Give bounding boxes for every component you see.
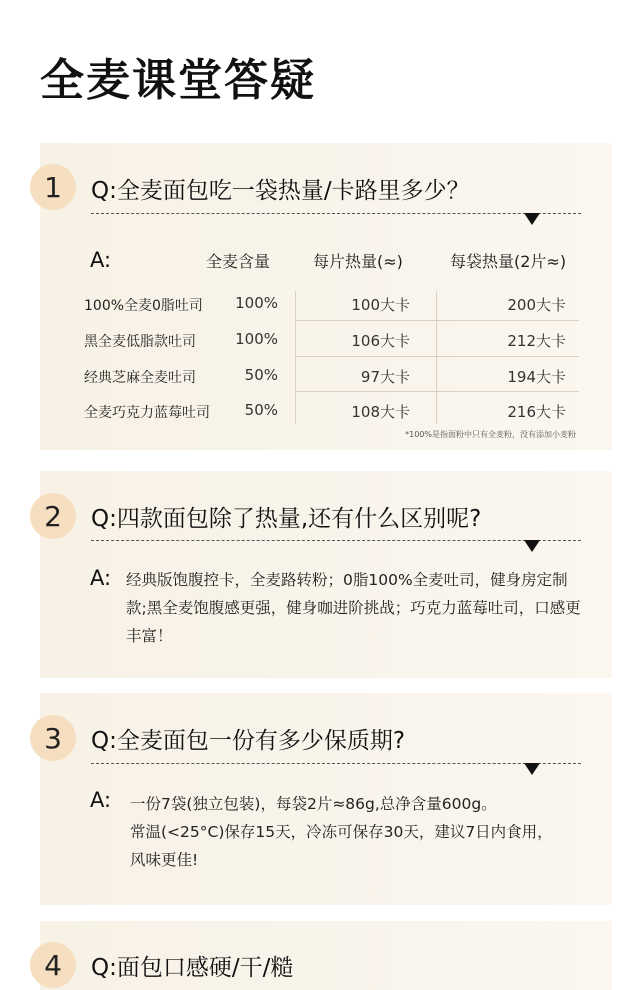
table-divider-horizontal bbox=[295, 391, 579, 392]
answer-text: 经典版饱腹控卡，全麦路转粉；0脂100%全麦吐司，健身房定制款;黑全麦饱腹感更强，健身咖进阶挑战；巧克力蓝莓吐司，口感更丰富！ bbox=[126, 571, 581, 645]
dashed-divider bbox=[91, 213, 581, 214]
table-cell-product: 黑全麦低脂款吐司 bbox=[84, 334, 196, 350]
table-divider-horizontal bbox=[295, 320, 579, 321]
answer-label: A: bbox=[90, 248, 112, 272]
table-cell-product: 100%全麦0脂吐司 bbox=[84, 298, 203, 314]
triangle-down-icon bbox=[524, 763, 540, 775]
table-cell-per-bag: 216大卡 bbox=[507, 403, 566, 421]
answer-label: A: bbox=[90, 788, 112, 812]
answer-line: 常温(<25°C)保存15天，冷冻可保存30天，建议7日内食用， bbox=[130, 823, 553, 841]
page-title: 全麦课堂答疑 bbox=[40, 55, 316, 106]
question-text: Q:面包口感硬/干/糙 bbox=[91, 955, 294, 981]
table-cell-pct: 50% bbox=[244, 401, 278, 419]
question-number-badge: 3 bbox=[30, 715, 76, 761]
table-cell-per-slice: 108大卡 bbox=[351, 403, 410, 421]
table-cell-per-bag: 194大卡 bbox=[507, 368, 566, 386]
table-cell-product: 经典芝麻全麦吐司 bbox=[84, 370, 196, 386]
question-number-badge: 2 bbox=[30, 493, 76, 539]
triangle-down-icon bbox=[524, 213, 540, 225]
answer-label: A: bbox=[90, 566, 112, 590]
table-cell-per-bag: 200大卡 bbox=[507, 296, 566, 314]
table-header-per-bag: 每袋热量(2片≈) bbox=[450, 252, 567, 271]
table-cell-per-bag: 212大卡 bbox=[507, 332, 566, 350]
table-cell-per-slice: 97大卡 bbox=[360, 368, 410, 386]
answer-line: 一份7袋(独立包装)，每袋2片≈86g,总净含量600g。 bbox=[130, 795, 497, 813]
table-divider-horizontal bbox=[295, 356, 579, 357]
question-text: Q:全麦面包吃一袋热量/卡路里多少？ bbox=[91, 178, 470, 204]
question-number-badge: 4 bbox=[30, 942, 76, 988]
question-number-badge: 1 bbox=[30, 164, 76, 210]
table-header-content: 全麦含量 bbox=[206, 252, 271, 271]
table-cell-per-slice: 106大卡 bbox=[351, 332, 410, 350]
question-text: Q:四款面包除了热量,还有什么区别呢? bbox=[91, 506, 482, 532]
table-cell-per-slice: 100大卡 bbox=[351, 296, 410, 314]
table-header-per-slice: 每片热量(≈) bbox=[313, 252, 403, 271]
table-divider-vertical bbox=[436, 291, 437, 424]
table-cell-pct: 100% bbox=[235, 330, 278, 348]
dashed-divider bbox=[91, 540, 581, 541]
dashed-divider bbox=[91, 763, 581, 764]
answer-line: 风味更佳! bbox=[130, 851, 199, 869]
table-cell-pct: 100% bbox=[235, 294, 278, 312]
table-footnote: *100%是指面粉中只有全麦粉，没有添加小麦粉 bbox=[405, 430, 576, 439]
triangle-down-icon bbox=[524, 540, 540, 552]
table-cell-pct: 50% bbox=[244, 366, 278, 384]
question-text: Q:全麦面包一份有多少保质期? bbox=[91, 728, 406, 754]
table-divider-vertical bbox=[295, 291, 296, 424]
table-cell-product: 全麦巧克力蓝莓吐司 bbox=[84, 405, 210, 421]
